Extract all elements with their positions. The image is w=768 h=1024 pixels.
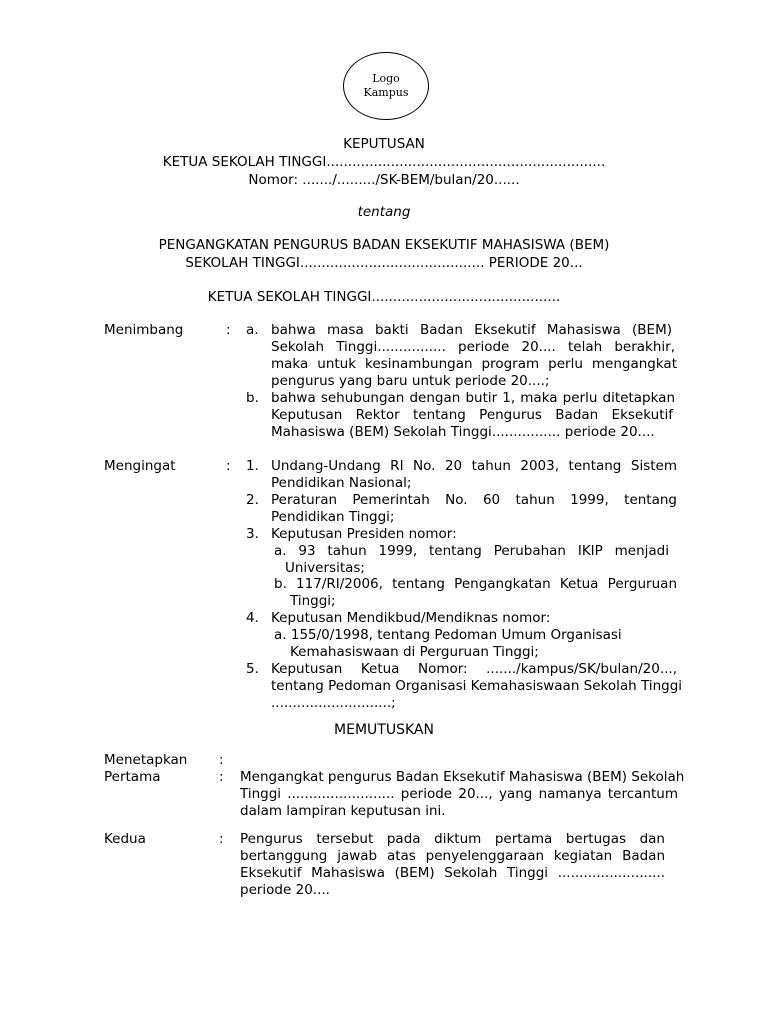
menimbang-a-line: maka untuk kesinambungan program perlu mengangkat bbox=[271, 356, 677, 372]
memutuskan-heading: MEMUTUSKAN bbox=[334, 722, 434, 738]
campus-logo-placeholder bbox=[343, 52, 429, 120]
issuer-heading: KETUA SEKOLAH TINGGI................................................................. bbox=[162, 154, 606, 170]
pertama-line: Mengangkat pengurus Badan Eksekutif Mahasiswa (BEM) Sekolah bbox=[240, 769, 685, 785]
menimbang-a-number: a. bbox=[246, 322, 259, 338]
mengingat-item-line: tentang Pedoman Organisasi Kemahasiswaan Sekolah Tinggi bbox=[271, 678, 683, 694]
subject-line-1: PENGANGKATAN PENGURUS BADAN EKSEKUTIF MAHASISWA (BEM) bbox=[158, 237, 610, 253]
mengingat-item-line: Keputusan Ketua Nomor: ......./kampus/SK/bulan/20..., bbox=[271, 661, 677, 677]
kedua-colon: : bbox=[219, 831, 224, 847]
mengingat-item-number: 1. bbox=[246, 458, 259, 474]
logo-text-line2: Kampus bbox=[363, 86, 409, 99]
tentang-label: tentang bbox=[357, 204, 411, 220]
mengingat-item-line: Keputusan Presiden nomor: bbox=[271, 526, 457, 542]
mengingat-item-number: 2. bbox=[246, 492, 259, 508]
kedua-line: bertanggung jawab atas penyelenggaraan kegiatan Badan bbox=[240, 848, 665, 864]
mengingat-label: Mengingat bbox=[104, 458, 176, 474]
mengingat-item-line: Undang-Undang RI No. 20 tahun 2003, tentang Sistem bbox=[271, 458, 677, 474]
pertama-label: Pertama bbox=[104, 769, 161, 785]
menimbang-label: Menimbang bbox=[104, 322, 184, 338]
mengingat-item-number: 3. bbox=[246, 526, 259, 542]
mengingat-item-number: 4. bbox=[246, 610, 259, 626]
pertama-line: dalam lampiran keputusan ini. bbox=[240, 803, 446, 819]
kedua-label: Kedua bbox=[104, 831, 146, 847]
mengingat-subitem-line: Tinggi; bbox=[290, 593, 336, 609]
mengingat-item-line: Pendidikan Nasional; bbox=[271, 475, 412, 491]
menimbang-a-line: Sekolah Tinggi................ periode 20.... telah berakhir, bbox=[271, 339, 675, 355]
menimbang-b-number: b. bbox=[246, 390, 259, 406]
decree-number: Nomor: ......./........./SK-BEM/bulan/20...... bbox=[248, 172, 520, 188]
document-title: KEPUTUSAN bbox=[343, 136, 425, 152]
pertama-colon: : bbox=[219, 769, 224, 785]
menimbang-b-line: Mahasiswa (BEM) Sekolah Tinggi................ periode 20.... bbox=[271, 424, 655, 440]
menimbang-a-line: bahwa masa bakti Badan Eksekutif Mahasiswa (BEM) bbox=[271, 322, 672, 338]
menimbang-a-line: pengurus yang baru untuk periode 20....; bbox=[271, 373, 550, 389]
subject-line-2: SEKOLAH TINGGI........................................... PERIODE 20... bbox=[185, 255, 583, 271]
kedua-line: Eksekutif Mahasiswa (BEM) Sekolah Tinggi ......................... bbox=[240, 865, 665, 881]
kedua-line: Pengurus tersebut pada diktum pertama bertugas dan bbox=[240, 831, 665, 847]
mengingat-item-line: Peraturan Pemerintah No. 60 tahun 1999, tentang bbox=[271, 492, 677, 508]
mengingat-subitem-line: Kemahasiswaan di Perguruan Tinggi; bbox=[290, 644, 539, 660]
mengingat-colon: : bbox=[226, 458, 231, 474]
mengingat-subitem-line: Universitas; bbox=[285, 560, 365, 576]
issuer-line: KETUA SEKOLAH TINGGI............................................ bbox=[207, 289, 561, 305]
pertama-line: Tinggi ......................... periode 20..., yang namanya tercantum bbox=[240, 786, 678, 802]
mengingat-subitem-line: b. 117/RI/2006, tentang Pengangkatan Ketua Perguruan bbox=[274, 576, 677, 592]
menetapkan-colon: : bbox=[219, 752, 224, 768]
menimbang-b-line: Keputusan Rektor tentang Pengurus Badan Eksekutif bbox=[271, 407, 673, 423]
mengingat-item-number: 5. bbox=[246, 661, 259, 677]
kedua-line: periode 20.... bbox=[240, 882, 330, 898]
menetapkan-label: Menetapkan bbox=[104, 752, 188, 768]
logo-text-line1: Logo bbox=[372, 72, 400, 85]
mengingat-item-line: Keputusan Mendikbud/Mendiknas nomor: bbox=[271, 610, 551, 626]
mengingat-item-line: Pendidikan Tinggi; bbox=[271, 509, 395, 525]
menimbang-b-line: bahwa sehubungan dengan butir 1, maka perlu ditetapkan bbox=[271, 390, 675, 406]
mengingat-subitem-line: a. 93 tahun 1999, tentang Perubahan IKIP menjadi bbox=[274, 543, 669, 559]
menimbang-colon: : bbox=[226, 322, 231, 338]
mengingat-item-line: ............................; bbox=[271, 695, 396, 711]
mengingat-subitem-line: a. 155/0/1998, tentang Pedoman Umum Organisasi bbox=[274, 627, 622, 643]
